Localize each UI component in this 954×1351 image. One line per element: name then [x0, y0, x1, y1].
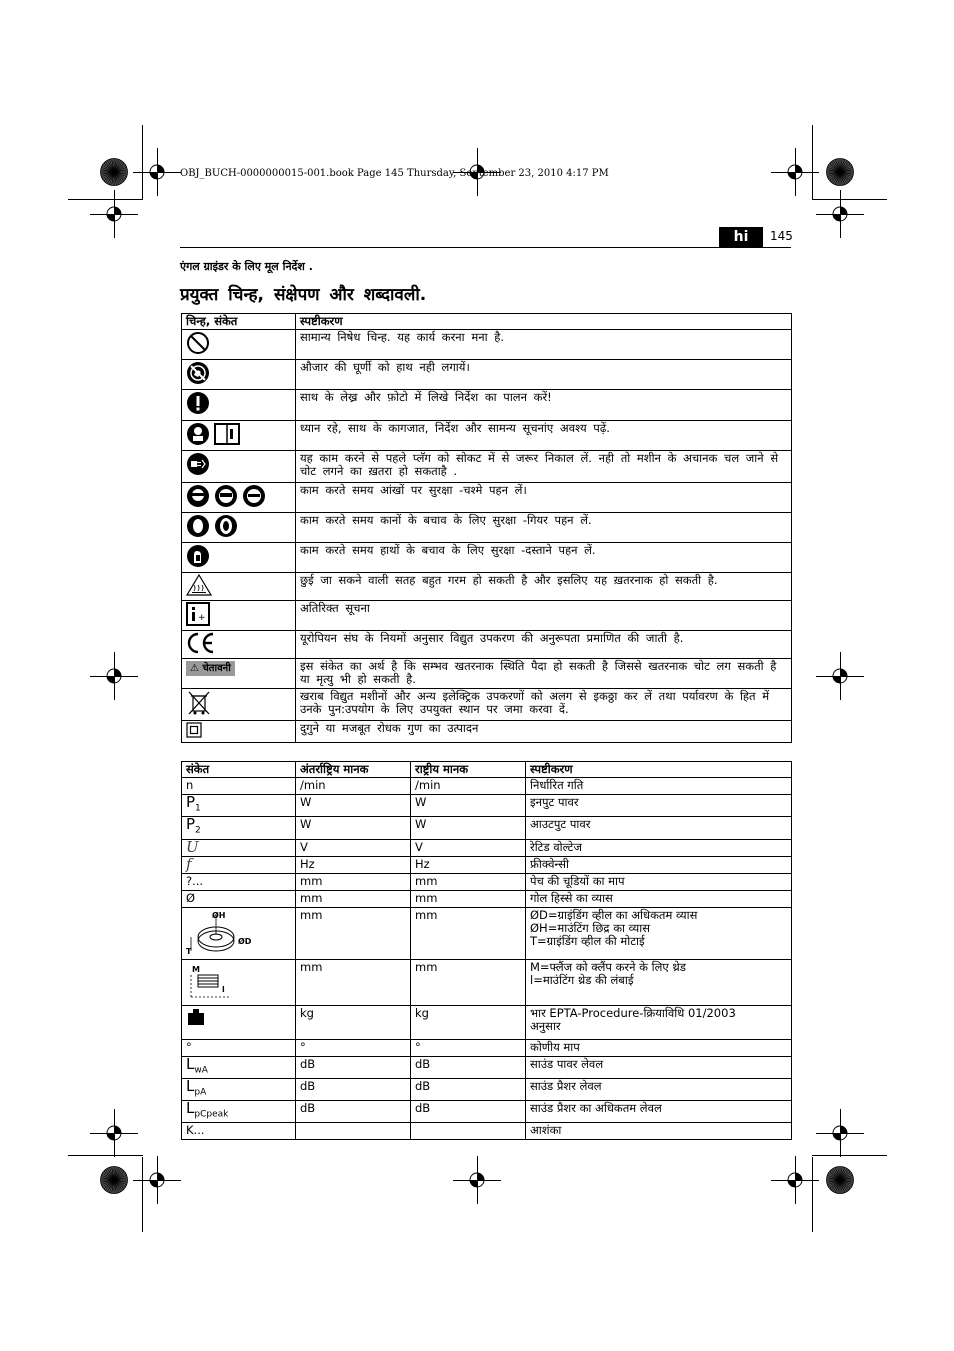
national-unit: °	[411, 1039, 526, 1056]
registration-mark	[103, 1122, 125, 1144]
color-dial-mark	[100, 1166, 128, 1194]
symbol-row	[182, 330, 792, 360]
read-manual-icon	[186, 422, 242, 449]
international-unit: dB	[296, 1101, 411, 1123]
unit-explanation	[526, 1039, 792, 1056]
symbol-cell	[182, 483, 296, 513]
national-unit	[411, 1123, 526, 1140]
symbols-table	[181, 313, 792, 743]
color-dial-mark	[100, 158, 128, 186]
unit-explanation	[526, 778, 792, 795]
unit-symbol: Ø	[186, 890, 196, 905]
explanation-line: फ्रीक्वेन्सी	[530, 856, 569, 871]
unit-row	[182, 856, 792, 873]
units-table-header	[182, 762, 792, 778]
info-icon	[186, 602, 210, 629]
registration-mark	[829, 203, 851, 225]
symbol-cell	[182, 451, 296, 483]
symbol-row	[182, 721, 792, 743]
unit-symbol-cell	[182, 1078, 296, 1100]
svg-text:+: +	[198, 613, 206, 623]
unit-symbol-cell	[182, 1056, 296, 1078]
ear-protection-icon	[186, 514, 238, 541]
symbol-cell	[182, 513, 296, 543]
unit-symbol-cell	[182, 839, 296, 856]
symbols-table-header	[182, 314, 792, 330]
crop-line	[68, 199, 143, 200]
symbol-explanation: साथ के लेख्र और फ़ोटो में लिखे निर्देश का पालन करें!	[296, 390, 792, 421]
symbol-row	[182, 451, 792, 483]
header-international-standard: अंतर्राष्ट्रिय मानक	[296, 762, 411, 778]
unit-symbol-cell	[182, 795, 296, 817]
national-unit: mm	[411, 959, 526, 1005]
registration-mark	[103, 665, 125, 687]
explanation-line: भार EPTA-Procedure-क्रियाविधि 01/2003	[530, 1005, 736, 1020]
eye-protection-icon	[186, 484, 266, 511]
print-info: OBJ_BUCH-0000000015-001.book Page 145 Thursday, September 23, 2010 4:17 PM	[180, 168, 609, 179]
national-unit: dB	[411, 1078, 526, 1100]
unit-row	[182, 1078, 792, 1100]
explanation-line: निर्धारित गति	[530, 778, 584, 792]
unit-symbol: L	[186, 1076, 195, 1095]
explanation-line: आशंका	[530, 1123, 562, 1138]
symbol-row	[182, 421, 792, 451]
international-unit: V	[296, 839, 411, 856]
unit-explanation	[526, 959, 792, 1005]
explanation-line: साउंड प्रैशर का अधिकतम लेवल	[530, 1101, 662, 1116]
national-unit: mm	[411, 907, 526, 959]
unit-symbol: n	[186, 778, 194, 792]
header-symbol: चिन्ह, संकेत	[182, 314, 296, 330]
symbol-explanation: औजार की घूर्णी को हाथ नही लगायें।	[296, 360, 792, 390]
international-unit: Hz	[296, 856, 411, 873]
unit-row	[182, 873, 792, 890]
symbol-cell	[182, 330, 296, 360]
unit-explanation	[526, 856, 792, 873]
international-unit: W	[296, 817, 411, 839]
symbol-row	[182, 573, 792, 601]
national-unit: mm	[411, 890, 526, 907]
unit-symbol-cell	[182, 778, 296, 795]
unit-explanation	[526, 839, 792, 856]
header-symbol: संकेत	[182, 762, 296, 778]
gloves-icon	[186, 544, 210, 571]
symbol-explanation: काम करते समय कानों के बचाव के लिए सुरक्षा -गियर पहन लें.	[296, 513, 792, 543]
double-insulation-icon	[186, 722, 202, 741]
international-unit: dB	[296, 1056, 411, 1078]
international-unit: mm	[296, 873, 411, 890]
unit-symbol-subscript: wA	[194, 1064, 208, 1075]
diagram-label: ØH	[212, 910, 226, 920]
unit-explanation	[526, 1078, 792, 1100]
unit-explanation	[526, 817, 792, 839]
unit-row	[182, 817, 792, 839]
national-unit: W	[411, 817, 526, 839]
explanation-line: T=ग्राइंडिंग व्हील की मोटाई	[530, 933, 645, 948]
unit-symbol-subscript: 2	[195, 825, 201, 836]
language-badge: hi	[719, 227, 763, 247]
national-unit: W	[411, 795, 526, 817]
unit-symbol: L	[186, 1054, 195, 1073]
crossed-bin-icon	[186, 690, 212, 719]
unit-symbol-subscript: pA	[194, 1087, 207, 1098]
exclamation-icon	[186, 391, 210, 418]
units-table	[181, 761, 792, 1140]
explanation-line: M=फ्लैंज को क्लैंप करने के लिए थ्रेड	[530, 959, 686, 974]
national-unit: dB	[411, 1101, 526, 1123]
symbol-row	[182, 390, 792, 421]
unit-symbol: U	[186, 837, 199, 856]
no-hand-rotating-tool-icon	[186, 361, 210, 388]
international-unit: kg	[296, 1005, 411, 1039]
unit-explanation	[526, 1101, 792, 1123]
symbol-row	[182, 360, 792, 390]
unit-explanation	[526, 890, 792, 907]
unit-row	[182, 1005, 792, 1039]
unit-explanation	[526, 795, 792, 817]
unit-explanation	[526, 1056, 792, 1078]
explanation-line: ØD=ग्राइंडिंग व्हील का अधिकतम व्यास	[530, 907, 698, 922]
warning-badge-icon: ⚠ चेतावनी	[186, 661, 235, 676]
symbol-cell	[182, 573, 296, 601]
unit-symbol-cell	[182, 856, 296, 873]
explanation-line: साउंड प्रैशर लेवल	[530, 1078, 602, 1093]
unit-symbol: P	[186, 815, 196, 834]
symbol-row	[182, 483, 792, 513]
crop-line	[142, 125, 143, 200]
crop-line	[68, 1155, 143, 1156]
symbol-cell	[182, 390, 296, 421]
symbol-explanation: छुई जा सकने वाली सतह बहुत गरम हो सकती है और इसलिए यह ख़तरनाक हो सकती है.	[296, 573, 792, 601]
international-unit: mm	[296, 890, 411, 907]
color-dial-mark	[826, 1166, 854, 1194]
header-national-standard: राष्ट्रीय मानक	[411, 762, 526, 778]
diagram-label: M	[192, 964, 200, 974]
unit-symbol-cell	[182, 1123, 296, 1140]
symbol-cell	[182, 421, 296, 451]
unit-explanation	[526, 873, 792, 890]
registration-mark	[146, 161, 168, 183]
registration-mark	[146, 1169, 168, 1191]
symbol-explanation: इस संकेत का अर्थ है कि सम्भव खतरनाक स्थिति पैदा हो सकती है जिससे खतरनाक चोट लग सकती है या मृत्यु भी हो सकती है.	[296, 659, 792, 689]
unit-row	[182, 839, 792, 856]
symbol-explanation: काम करते समय आंखों पर सुरक्षा -चश्मे पहन लें।	[296, 483, 792, 513]
page-subtitle: एंगल ग्राइंडर के लिए मूल निर्देश .	[180, 260, 313, 273]
symbol-explanation: खराब विद्युत मशीनों और अन्य इलेक्ट्रिक उपकरणों को अलग से इकठ्ठा कर लें तथा पर्यावरण के हित में उनके पुन:उपयोग के लिए उपयुक्त स्थान पर जमा करवा दें.	[296, 689, 792, 721]
page-title: प्रयुक्त चिन्ह, संक्षेपण और शब्दावली.	[180, 285, 427, 305]
national-unit: kg	[411, 1005, 526, 1039]
diagram-label: ØD	[238, 936, 252, 946]
unit-row	[182, 1056, 792, 1078]
hot-surface-icon	[186, 574, 212, 599]
crop-line	[142, 1157, 143, 1232]
national-unit: mm	[411, 873, 526, 890]
weight-icon	[186, 1007, 206, 1030]
unit-row	[182, 890, 792, 907]
unit-row	[182, 795, 792, 817]
international-unit: W	[296, 795, 411, 817]
crop-line	[812, 1157, 813, 1232]
international-unit: dB	[296, 1078, 411, 1100]
diagram-label: T	[186, 946, 192, 956]
unit-symbol: K...	[186, 1123, 205, 1138]
unit-row	[182, 907, 792, 959]
unit-symbol: ?...	[186, 873, 204, 888]
unit-symbol-cell	[182, 907, 296, 959]
unit-explanation	[526, 907, 792, 959]
symbol-explanation: काम करते समय हाथों के बचाव के लिए सुरक्षा -दस्ताने पहन लें.	[296, 543, 792, 573]
explanation-line: आउटपुट पावर	[530, 817, 591, 832]
crop-line	[812, 125, 813, 200]
registration-mark	[784, 1169, 806, 1191]
symbol-cell	[182, 689, 296, 721]
explanation-line: ØH=माउंटिंग छिद्र का व्यास	[530, 920, 651, 935]
unit-explanation	[526, 1005, 792, 1039]
international-unit: °	[296, 1039, 411, 1056]
unit-symbol-cell	[182, 873, 296, 890]
international-unit	[296, 1123, 411, 1140]
international-unit: /min	[296, 778, 411, 795]
symbol-cell	[182, 601, 296, 631]
unit-symbol-subscript: pCpeak	[194, 1109, 229, 1120]
unit-symbol-cell	[182, 959, 296, 1005]
unit-symbol-cell	[182, 1039, 296, 1056]
prohibition-icon	[186, 331, 210, 358]
symbol-row	[182, 513, 792, 543]
ce-mark-icon	[186, 632, 216, 657]
diagram-label: l	[222, 984, 225, 994]
symbol-row	[182, 601, 792, 631]
explanation-line: साउंड पावर लेवल	[530, 1056, 604, 1071]
registration-mark	[829, 1122, 851, 1144]
unit-row	[182, 1039, 792, 1056]
unit-row	[182, 1123, 792, 1140]
symbol-explanation: अतिरिक्त सूचना	[296, 601, 792, 631]
explanation-line: इनपुट पावर	[530, 795, 579, 809]
symbol-explanation: ध्यान रहे, साथ के कागजात, निर्देश और सामन्य सूचनांए अवश्य पढ़ें.	[296, 421, 792, 451]
symbol-row	[182, 631, 792, 659]
symbol-cell	[182, 360, 296, 390]
unit-symbol: P	[186, 793, 196, 811]
international-unit: mm	[296, 907, 411, 959]
explanation-line: l=माउंटिंग थ्रेड की लंबाई	[530, 972, 634, 987]
explanation-line: रेटिड वोल्टेज	[530, 839, 583, 854]
symbol-explanation: यह काम करने से पहले प्लॅग को सोकट में से जरूर निकाल लें. नही तो मशीन के अचानक चल जाने से चोट लगने का ख़तरा हो सकताहै .	[296, 451, 792, 483]
unit-symbol-cell	[182, 890, 296, 907]
explanation-line: कोणीय माप	[530, 1039, 580, 1054]
unit-symbol: L	[186, 1099, 195, 1118]
symbol-cell	[182, 631, 296, 659]
explanation-line: गोल हिस्से का व्यास	[530, 890, 613, 905]
symbol-explanation: यूरोपियन संघ के नियमों अनुसार विद्युत उपकरण की अनुरूपता प्रमाणित की जाती है.	[296, 631, 792, 659]
header-rule	[180, 247, 791, 248]
grinding-wheel-diagram-icon	[186, 909, 256, 958]
crop-line	[812, 199, 887, 200]
international-unit: mm	[296, 959, 411, 1005]
symbol-row	[182, 689, 792, 721]
header-explanation: स्पष्टीकरण	[296, 314, 792, 330]
unit-symbol: f	[186, 854, 192, 873]
symbol-explanation: दुगुने या मजबूत रोधक गुण का उत्पादन	[296, 721, 792, 743]
unit-symbol-cell	[182, 1005, 296, 1039]
unit-symbol-cell	[182, 1101, 296, 1123]
national-unit: Hz	[411, 856, 526, 873]
national-unit: V	[411, 839, 526, 856]
unit-row	[182, 778, 792, 795]
unit-row	[182, 1101, 792, 1123]
national-unit: dB	[411, 1056, 526, 1078]
national-unit: /min	[411, 778, 526, 795]
registration-mark	[784, 161, 806, 183]
unit-explanation	[526, 1123, 792, 1140]
symbol-row	[182, 543, 792, 573]
registration-mark	[829, 665, 851, 687]
crop-line	[812, 1155, 887, 1156]
unit-symbol-subscript: 1	[195, 803, 201, 814]
unplug-icon	[186, 452, 210, 479]
symbol-cell	[182, 721, 296, 743]
page-number: 145	[770, 229, 793, 243]
symbol-cell	[182, 659, 296, 689]
registration-mark	[103, 203, 125, 225]
unit-row	[182, 959, 792, 1005]
thread-diagram-icon	[186, 961, 236, 1004]
symbol-cell	[182, 543, 296, 573]
registration-mark	[466, 1169, 488, 1191]
symbol-row	[182, 659, 792, 689]
color-dial-mark	[826, 158, 854, 186]
explanation-line: पेच की चूडियों का माप	[530, 873, 625, 888]
unit-symbol: °	[186, 1039, 192, 1054]
symbol-explanation: सामान्य निषेध चिन्ह. यह कार्य करना मना है.	[296, 330, 792, 360]
unit-symbol-cell	[182, 817, 296, 839]
header-explanation: स्पष्टीकरण	[526, 762, 792, 778]
explanation-line: अनुसार	[530, 1018, 561, 1033]
